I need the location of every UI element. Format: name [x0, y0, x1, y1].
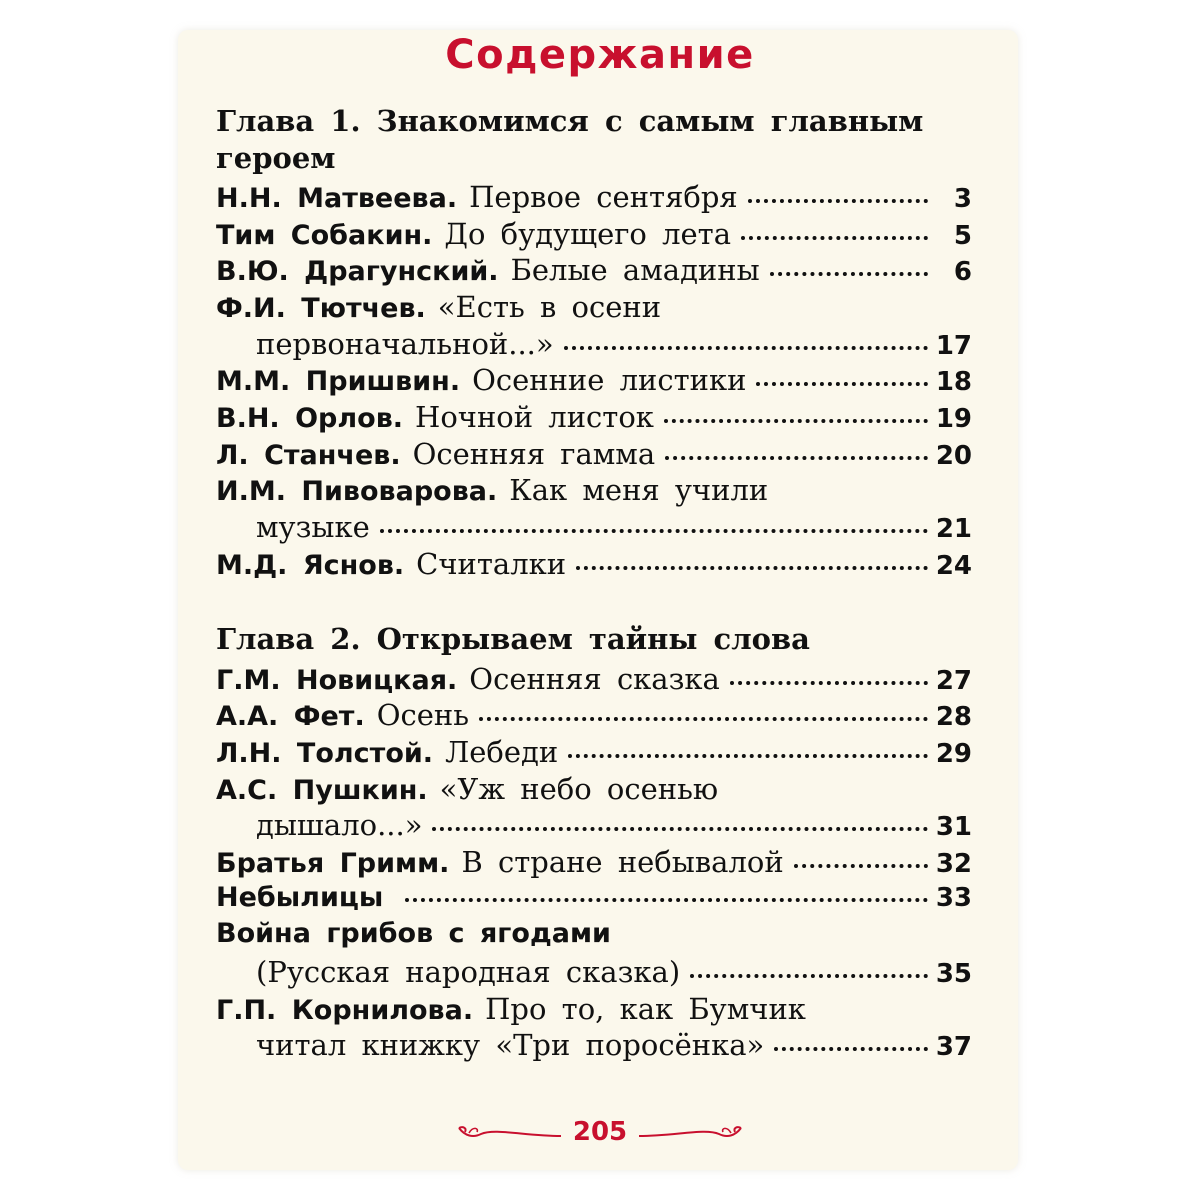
- entry-page-number: 20: [935, 441, 972, 471]
- entry-page-number: 33: [935, 883, 972, 913]
- toc-entry-continuation[interactable]: [256, 327, 972, 364]
- dot-leader: [380, 529, 928, 533]
- left-flourish-icon: [455, 1120, 565, 1144]
- dot-leader: [774, 1047, 928, 1051]
- dot-leader: [568, 754, 928, 758]
- entry-title: Осенняя гамма: [412, 437, 656, 471]
- toc-entry[interactable]: [216, 547, 972, 584]
- dot-leader: [748, 199, 928, 203]
- toc-entry[interactable]: [216, 437, 972, 474]
- toc-entry-continuation[interactable]: [256, 808, 972, 845]
- toc-entry-continuation[interactable]: [256, 955, 972, 992]
- dot-leader: [479, 717, 928, 721]
- entry-page-number: 28: [935, 702, 972, 732]
- dot-leader: [576, 566, 928, 570]
- dot-leader: [665, 456, 928, 460]
- dot-leader: [690, 974, 928, 978]
- entry-page-number: 37: [935, 1032, 972, 1062]
- toc-entry[interactable]: [216, 662, 972, 699]
- dot-leader: [741, 236, 928, 240]
- entry-page-number: 18: [935, 367, 972, 397]
- dot-leader: [664, 419, 928, 423]
- entry-title-cont: читал книжку «Три поросёнка»: [256, 1028, 765, 1062]
- toc-entry[interactable]: [216, 772, 972, 809]
- entry-author: В.Ю. Драгунский.: [216, 256, 499, 287]
- entry-page-number: 24: [935, 551, 972, 581]
- dot-leader: [794, 864, 928, 868]
- entry-author: Г.П. Корнилова.: [216, 995, 474, 1026]
- entry-page-number: 31: [935, 812, 972, 842]
- toc-entry[interactable]: [216, 918, 972, 955]
- dot-leader: [564, 346, 928, 350]
- entry-title-cont: дышало...»: [256, 808, 423, 842]
- entry-author: Л.Н. Толстой.: [216, 738, 434, 769]
- entry-page-number: 3: [953, 184, 972, 214]
- toc-entry[interactable]: [216, 363, 972, 400]
- entry-author: М.М. Пришвин.: [216, 366, 461, 397]
- entry-title: Белые амадины: [510, 253, 760, 287]
- entry-title-cont: первоначальной...»: [256, 327, 554, 361]
- entry-author: В.Н. Орлов.: [216, 403, 404, 434]
- entry-page-number: 19: [935, 404, 972, 434]
- entry-author: Братья Гримм.: [216, 848, 450, 879]
- toc-entry-continuation[interactable]: [256, 510, 972, 547]
- entry-title: «Есть в осени: [437, 290, 662, 324]
- chapter-1-heading: Глава 1. Знакомимся с самым главным: [216, 104, 924, 138]
- entry-author: Война грибов с ягодами: [216, 918, 611, 949]
- entry-author: Л. Станчев.: [216, 440, 401, 471]
- dot-leader: [756, 382, 927, 386]
- chapter-2-heading: Глава 2. Открываем тайны слова: [216, 622, 810, 656]
- dot-leader: [405, 898, 928, 902]
- entry-author: Небылицы: [216, 882, 384, 913]
- entry-page-number: 27: [935, 666, 972, 696]
- entry-title: В стране небывалой: [461, 845, 784, 879]
- entry-title-cont: (Русская народная сказка): [256, 955, 681, 989]
- toc-entry[interactable]: [216, 992, 972, 1029]
- entry-title: Лебеди: [445, 735, 559, 769]
- dot-leader: [730, 681, 928, 685]
- entry-title: До будущего лета: [444, 217, 732, 251]
- page-title: Содержание: [445, 32, 755, 78]
- entry-author: И.М. Пивоварова.: [216, 476, 498, 507]
- toc-entry[interactable]: [216, 400, 972, 437]
- toc-entry[interactable]: [216, 253, 972, 290]
- right-flourish-icon: [635, 1120, 745, 1144]
- entry-title: Про то, как Бумчик: [485, 992, 806, 1026]
- toc-entry-continuation[interactable]: [256, 1028, 972, 1065]
- entry-author: А.С. Пушкин.: [216, 775, 428, 806]
- toc-entry[interactable]: [216, 845, 972, 882]
- entry-page-number: 32: [935, 849, 972, 879]
- page-number: 205: [572, 1117, 628, 1147]
- dot-leader: [432, 827, 927, 831]
- entry-title: Ночной листок: [415, 400, 654, 434]
- page-footer: [0, 1112, 1200, 1152]
- entry-page-number: 35: [935, 959, 972, 989]
- entry-page-number: 6: [953, 257, 972, 287]
- entry-page-number: 5: [953, 221, 972, 251]
- entry-page-number: 17: [935, 331, 972, 361]
- toc-entry[interactable]: [216, 473, 972, 510]
- entry-title: Считалки: [416, 547, 567, 581]
- chapter-1-heading-cont: героем: [216, 141, 336, 175]
- entry-author: Ф.И. Тютчев.: [216, 293, 426, 324]
- entry-author: Тим Собакин.: [216, 220, 433, 251]
- entry-title: Осенняя сказка: [469, 662, 720, 696]
- entry-author: Н.Н. Матвеева.: [216, 183, 458, 214]
- toc-entry[interactable]: [216, 217, 972, 254]
- toc-entry[interactable]: [216, 180, 972, 217]
- toc-entry[interactable]: [216, 290, 972, 327]
- entry-title: «Уж небо осенью: [439, 772, 719, 806]
- entry-page-number: 21: [935, 514, 972, 544]
- toc-entry[interactable]: [216, 698, 972, 735]
- entry-title: Осень: [376, 698, 469, 732]
- entry-title: Первое сентября: [469, 180, 738, 214]
- entry-title-cont: музыке: [256, 510, 370, 544]
- entry-page-number: 29: [935, 739, 972, 769]
- toc-entry[interactable]: [216, 735, 972, 772]
- entry-title: Как меня учили: [509, 473, 769, 507]
- entry-author: Г.М. Новицкая.: [216, 665, 458, 696]
- toc-entry[interactable]: [216, 882, 972, 919]
- entry-author: М.Д. Яснов.: [216, 550, 405, 581]
- entry-title: Осенние листики: [472, 363, 747, 397]
- dot-leader: [770, 272, 928, 276]
- entry-author: А.А. Фет.: [216, 701, 365, 732]
